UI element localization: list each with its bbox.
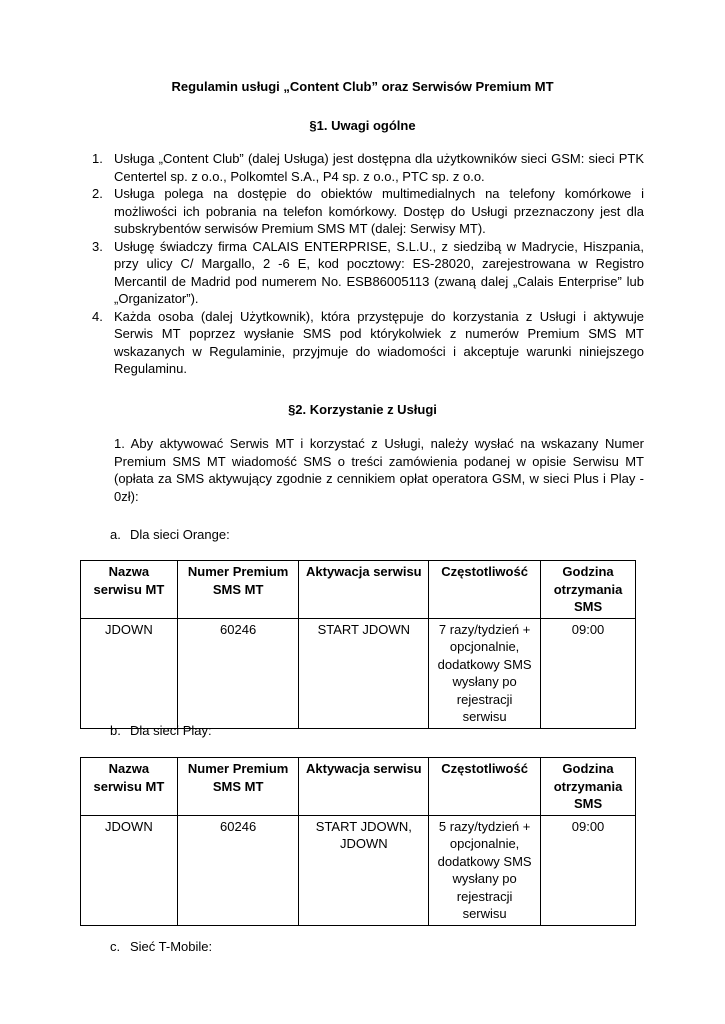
list-item [92,308,644,378]
play-table [80,757,636,926]
header-cell: Numer Premium SMS MT [177,758,299,816]
list-item-number: 2. [92,186,103,201]
cell-hour: 09:00 [541,618,636,728]
header-cell: Aktywacja serwisu [299,561,429,619]
orange-table [80,560,636,729]
cell-activation: START JDOWN [299,618,429,728]
list-item [92,238,644,308]
cell-activation: START JDOWN, JDOWN [299,815,429,925]
document-title: Regulamin usługi „Content Club” oraz Serwisów Premium MT [171,79,554,94]
list-item-text: Usługa polega na dostępie do obiektów multimedialnych na telefony komórkowe i możliwości ich pobrania na telefon komórkowy. Dostęp do Usługi przeznaczony jest dla subskrybentów serwisów Premium SMS MT (dalej: Serwisy MT). [114,186,644,236]
header-cell: Numer Premium SMS MT [177,561,299,619]
section-2-heading: §2. Korzystanie z Usługi [288,402,437,417]
cell-number: 60246 [177,815,299,925]
header-cell: Godzina otrzymania SMS [541,561,636,619]
list-item-text: Każda osoba (dalej Użytkownik), która przystępuje do korzystania z Usługi i aktywuje Serwis MT poprzez wysłanie SMS pod którykolwiek z numerów Premium SMS MT wskazanych w Regulaminie, przyjmuje do wiadomości i akceptuje warunki niniejszego Regulaminu. [114,308,644,376]
list-item-number: 4. [92,308,103,324]
header-cell: Nazwa serwisu MT [81,758,178,816]
subsection-c [110,939,212,954]
subsection-letter: a. [110,527,121,542]
subsection-letter: c. [110,939,121,954]
subsection-letter: b. [110,723,121,738]
subsection-b [110,723,212,738]
section-1-list [92,150,644,378]
cell-number: 60246 [177,618,299,728]
list-item-number: 1. [92,151,103,166]
subsection-a [110,527,230,542]
section-1-heading: §1. Uwagi ogólne [309,118,416,133]
header-cell: Aktywacja serwisu [299,758,429,816]
table-header-row [81,758,636,816]
cell-name: JDOWN [81,618,178,728]
list-item [92,185,644,238]
cell-frequency: 7 razy/tydzień + opcjonalnie, dodatkowy SMS wysłany po rejestracji serwisu [429,618,541,728]
subsection-label: Sieć T-Mobile: [130,939,213,954]
header-cell: Częstotliwość [429,758,541,816]
cell-frequency: 5 razy/tydzień + opcjonalnie, dodatkowy SMS wysłany po rejestracji serwisu [429,815,541,925]
list-item-number: 3. [92,238,103,254]
subsection-label: Dla sieci Orange: [130,527,230,542]
header-cell: Częstotliwość [429,561,541,619]
cell-hour: 09:00 [541,815,636,925]
subsection-label: Dla sieci Play: [130,723,212,738]
section-2-paragraph: 1. Aby aktywować Serwis MT i korzystać z Usługi, należy wysłać na wskazany Numer Premium SMS MT wiadomość SMS o treści zamówienia podanej w opisie Serwisu MT (opłata za SMS aktywujący zgodnie z cennikiem opłat operatora GSM, w sieci Plus i Play - 0zł): [114,436,644,504]
list-item-text: Usługa „Content Club” (dalej Usługa) jest dostępna dla użytkowników sieci GSM: sieci PTK Centertel sp. z o.o., Polkomtel S.A., P4 sp. z o.o., PTC sp. z o.o. [114,151,644,184]
list-item-text: Usługę świadczy firma CALAIS ENTERPRISE, S.L.U., z siedzibą w Madrycie, Hiszpania, przy ulicy C/ Margallo, 2 -6 E, kod pocztowy: ES-28020, zarejestrowana w Registro Mercantil de Madrid pod numerem No. ESB86005113 (zwaną dalej „Calais Enterprise” lub „Organizator”). [114,238,644,306]
table-row [81,618,636,728]
list-item [92,150,644,185]
cell-name: JDOWN [81,815,178,925]
table-header-row [81,561,636,619]
header-cell: Nazwa serwisu MT [81,561,178,619]
header-cell: Godzina otrzymania SMS [541,758,636,816]
table-row [81,815,636,925]
